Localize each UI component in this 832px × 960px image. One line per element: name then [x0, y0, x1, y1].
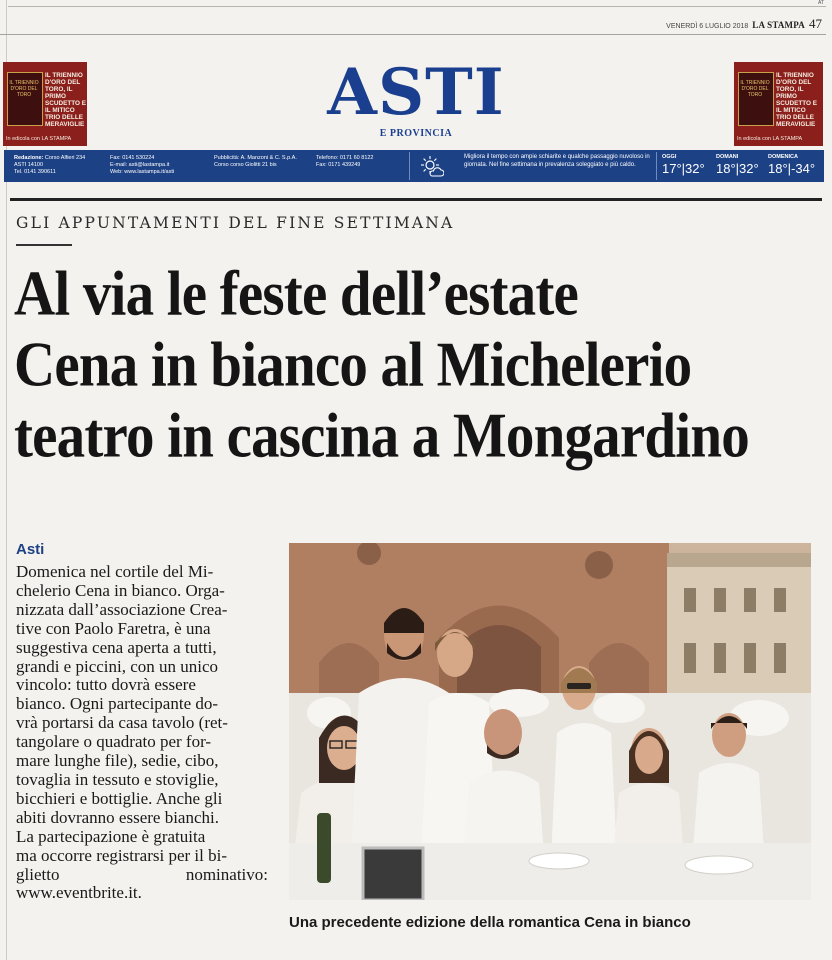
promo-footer: In edicola con LA STAMPA — [6, 136, 72, 142]
photo-caption: Una precedente edizione della romantica Cena in bianco — [289, 914, 691, 931]
page-number: 47 — [809, 16, 822, 31]
top-rule — [8, 6, 826, 7]
promo-book-title: IL TRIENNIO D'ORO DEL TORO — [740, 80, 770, 98]
body-line: suggestiva cena aperta a tutti, — [16, 637, 217, 657]
fax-block — [110, 155, 174, 176]
telefono-line: Telefono: 0171 60 8122 — [316, 155, 374, 161]
body-line: Domenica nel cortile del Mi- — [16, 562, 214, 581]
forecast-day-tomorrow — [716, 154, 759, 176]
forecast-day-today — [662, 154, 705, 176]
web-line: Web: www.lastampa.it/asti — [110, 169, 175, 175]
body-word: glietto — [16, 864, 60, 884]
redazione-block — [14, 155, 85, 176]
weather-separator — [656, 152, 657, 180]
pubblicita-line: Corso corso Giolitti 21 bis — [214, 162, 277, 168]
kicker: GLI APPUNTAMENTI DEL FINE SETTIMANA — [16, 214, 455, 232]
promo-book-title: IL TRIENNIO D'ORO DEL TORO — [9, 80, 39, 98]
promo-footer: In edicola con LA STAMPA — [737, 136, 803, 142]
headline-line: Al via le feste dell’estate — [14, 258, 579, 330]
event-url: www.eventbrite.it. — [16, 883, 142, 903]
corner-mark: AT — [817, 0, 824, 6]
headline-line: Cena in bianco al Michelerio — [14, 329, 692, 401]
body-word: nominativo: — [185, 864, 268, 884]
header-rule — [0, 34, 826, 35]
event-photo — [289, 543, 811, 900]
body-line: bicchieri e bottiglie. Anche gli — [16, 788, 223, 808]
sun-cloud-icon — [420, 154, 444, 178]
telefono-line: Fax: 0171 439249 — [316, 162, 361, 168]
masthead-title: ASTI — [327, 55, 505, 130]
forecast-day-sunday — [768, 154, 815, 176]
redazione-line: ASTI 14100 — [14, 162, 44, 168]
fax-line: Fax: 0141 530224 — [110, 155, 155, 161]
day-name: DOMENICA — [768, 154, 798, 160]
brand-name: LA STAMPA — [752, 20, 805, 30]
locator: Asti — [16, 541, 45, 558]
date-line: VENERDÌ 6 LUGLIO 2018 — [666, 23, 749, 30]
masthead-subtitle: E PROVINCIA — [379, 128, 453, 139]
body-line: La partecipazione è gratuita — [16, 826, 206, 846]
body-line: vrà portarsi da casa tavolo (ret- — [16, 713, 228, 733]
body-line: vincolo: tutto dovrà essere — [16, 675, 196, 695]
folio — [666, 16, 822, 32]
pubblicita-line: Pubblicità: A. Manzoni & C. S.p.A. — [214, 155, 297, 161]
body-line: chelerio Cena in bianco. Orga- — [16, 580, 225, 600]
body-line: tangolare o quadrato per for- — [16, 732, 212, 752]
day-temp: 17°|32° — [662, 161, 705, 176]
body-line-justified — [16, 866, 268, 885]
body-line: nizzata dall’associazione Crea- — [16, 599, 228, 619]
email-line: E-mail: asti@lastampa.it — [110, 162, 170, 168]
body-line: abiti dovranno essere bianchi. — [16, 807, 219, 827]
photo-illustration — [289, 543, 811, 900]
body-line: ma occorre registrarsi per il bi- — [16, 845, 227, 865]
day-name: OGGI — [662, 154, 677, 160]
day-temp: 18°|32° — [716, 161, 759, 176]
pubblicita-block — [214, 155, 297, 169]
day-name: DOMANI — [716, 154, 739, 160]
info-bar — [4, 150, 824, 182]
article-body — [16, 563, 268, 903]
telefono-block — [316, 155, 374, 169]
weather-separator — [409, 152, 410, 180]
promo-text: IL TRIENNIO D'ORO DEL TORO, IL PRIMO SCUDETTO E IL MITICO TRIO DELLE MERAVIGLIE — [45, 72, 87, 128]
headline — [14, 254, 824, 472]
promo-right — [734, 62, 823, 146]
body-line: tovaglia in tessuto e stoviglie, — [16, 769, 219, 789]
forecast-text: Migliora il tempo con ampie schiarite e qualche passaggio nuvoloso in giornata. Nel fine settimana in prevalenza soleggiato e più caldo. — [464, 154, 650, 168]
body-line: grandi e piccini, con un unico — [16, 656, 219, 676]
headline-line: teatro in cascina a Mongardino — [14, 400, 749, 472]
redazione-line: Tel. 0141 390611 — [14, 169, 56, 175]
redazione-line: Corso Alfieri 234 — [44, 155, 86, 161]
promo-text: IL TRIENNIO D'ORO DEL TORO, IL PRIMO SCUDETTO E IL MITICO TRIO DELLE MERAVIGLIE — [776, 72, 818, 128]
day-temp: 18°|-34° — [768, 161, 816, 176]
body-line: tive con Paolo Faretra, è una — [16, 618, 211, 638]
section-rule — [10, 198, 822, 201]
redazione-label: Redazione: — [14, 155, 44, 161]
kicker-rule — [16, 244, 72, 246]
body-line: bianco. Ogni partecipante do- — [16, 694, 219, 714]
body-line: mare lunghe file), sedie, cibo, — [16, 751, 219, 771]
